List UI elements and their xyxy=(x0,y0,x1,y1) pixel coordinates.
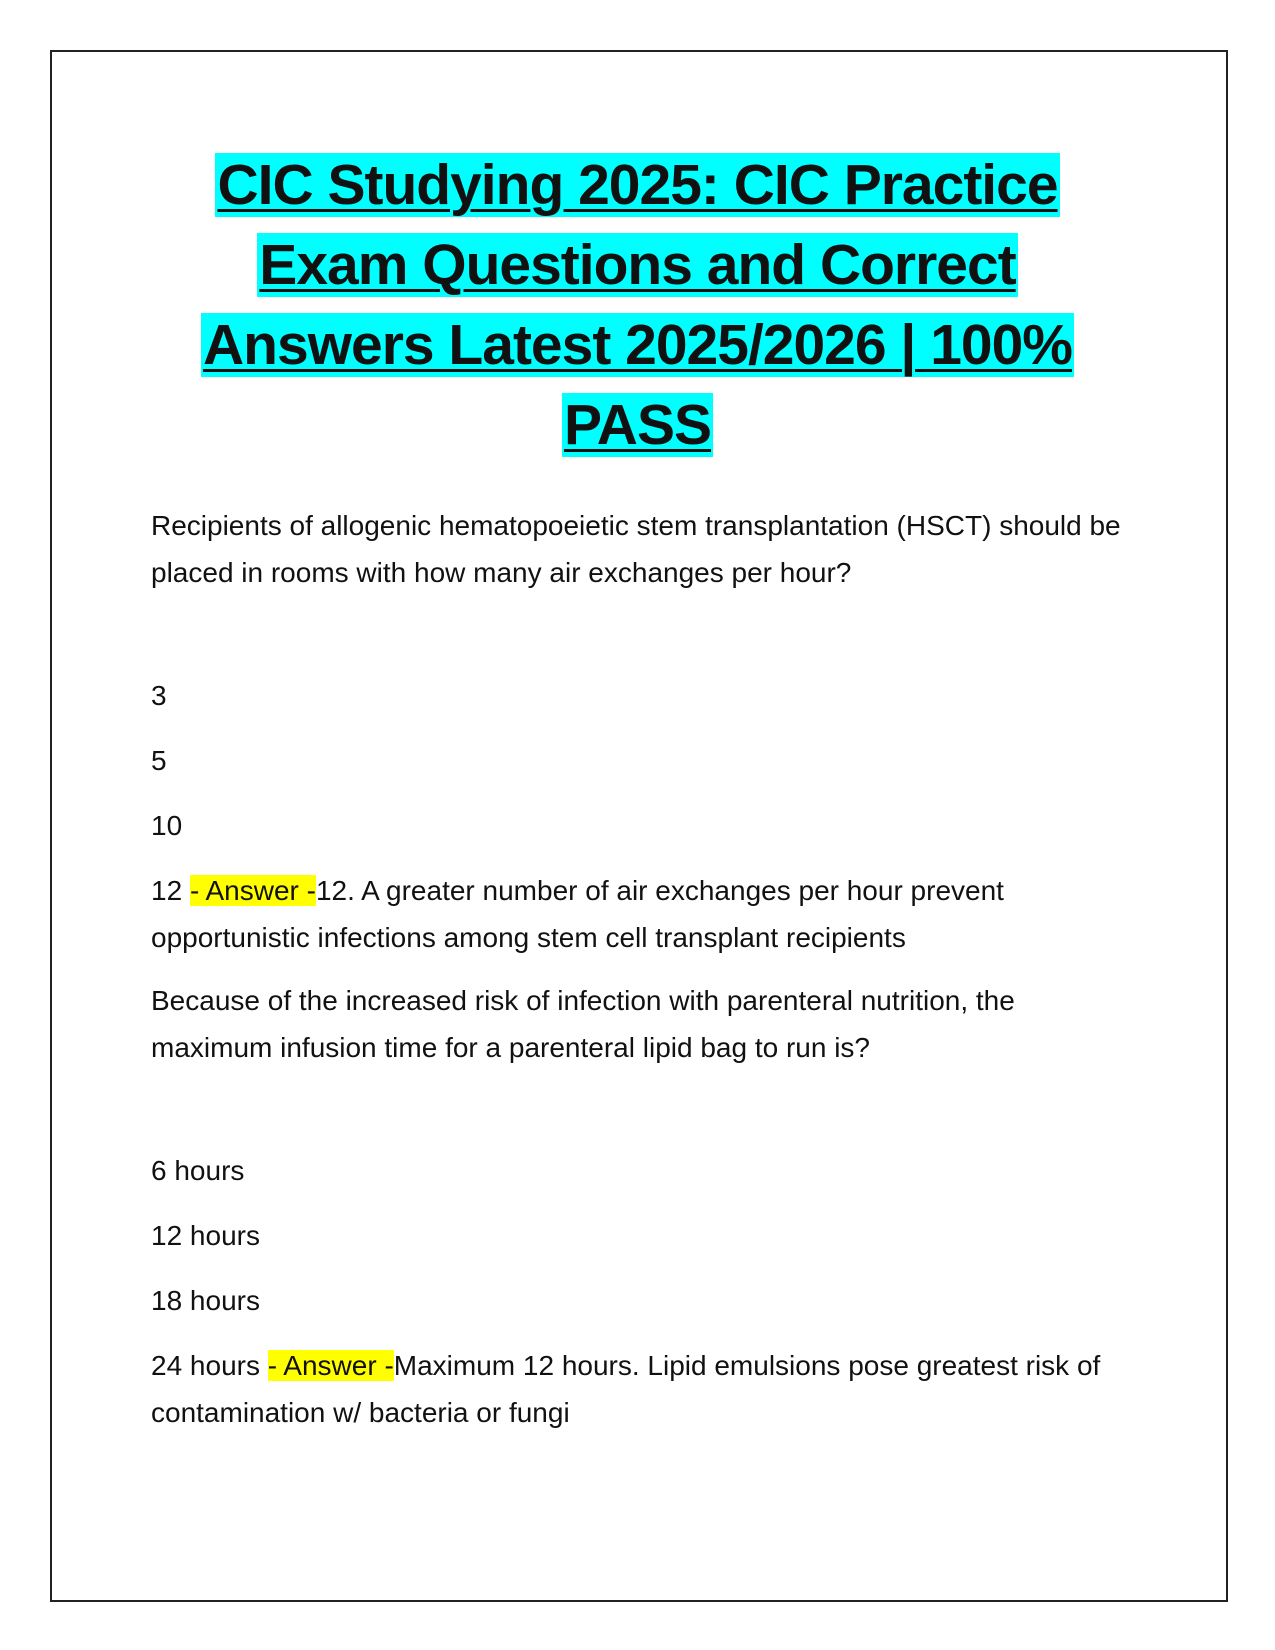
question-1-answer xyxy=(151,867,1131,961)
document-title xyxy=(100,145,1175,465)
question-1-text: Recipients of allogenic hematopoeietic stem transplantation (HSCT) should be placed in rooms with how many air exchanges per hour? xyxy=(151,510,1121,588)
question-1-option-3: 10 xyxy=(151,810,183,841)
answer-explanation: 12. A greater number of air exchanges per hour prevent opportunistic infections among stem cell transplant recipients xyxy=(151,875,1004,953)
answer-explanation: Maximum 12 hours. Lipid emulsions pose greatest risk of contamination w/ bacteria or fungi xyxy=(151,1350,1101,1428)
question-2-option-2: 12 hours xyxy=(151,1220,260,1251)
title-line-4: PASS xyxy=(564,393,711,457)
question-2-answer xyxy=(151,1342,1131,1436)
question-1-option-2: 5 xyxy=(151,745,167,776)
question-2-option-3: 18 hours xyxy=(151,1285,260,1316)
question-1-option-1: 3 xyxy=(151,680,167,711)
answer-marker: - Answer - xyxy=(189,875,316,906)
title-line-3: Answers Latest 2025/2026 | 100% xyxy=(202,313,1072,377)
question-2-text: Because of the increased risk of infection with parenteral nutrition, the maximum infusion time for a parenteral lipid bag to run is? xyxy=(151,985,1015,1063)
title-line-1: CIC Studying 2025: CIC Practice xyxy=(217,153,1058,217)
question-2-option-4: 24 hours xyxy=(151,1350,260,1381)
answer-marker: - Answer - xyxy=(267,1350,394,1381)
question-1-option-4: 12 xyxy=(151,875,183,906)
question-2-option-1: 6 hours xyxy=(151,1155,245,1186)
title-line-2: Exam Questions and Correct xyxy=(259,233,1016,297)
